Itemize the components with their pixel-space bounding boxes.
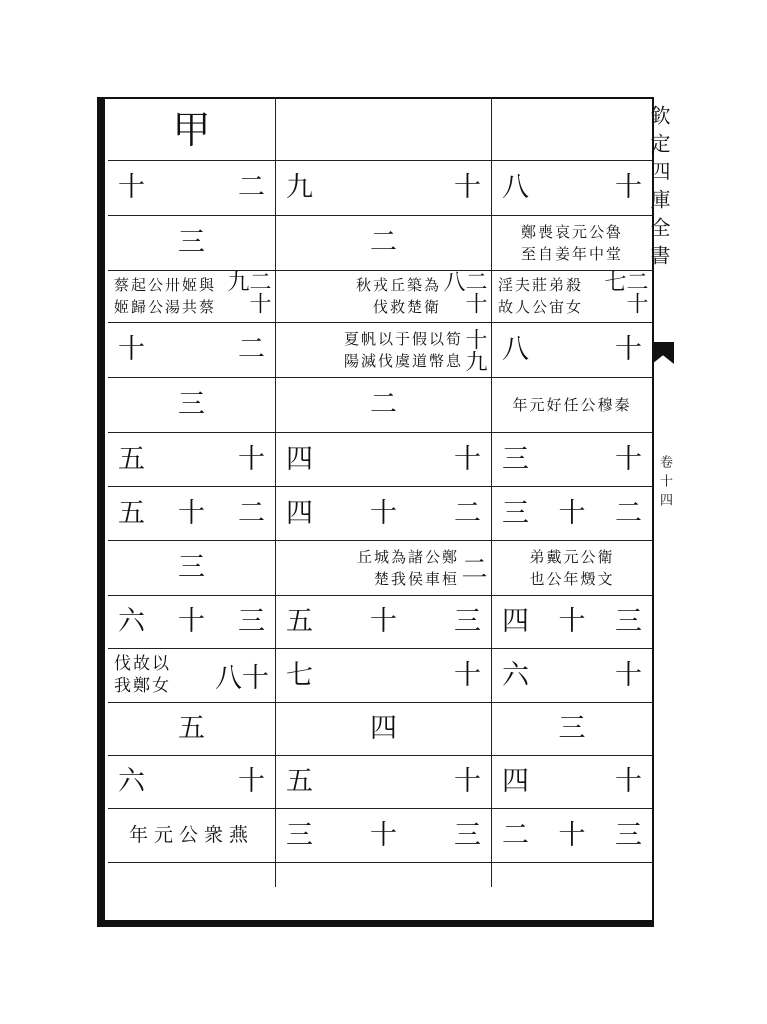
annotation-number: 二十九 [224, 270, 271, 314]
cell-char: 七 [286, 659, 313, 691]
cell-char: 十 [615, 172, 642, 203]
cell-char: 二 [238, 172, 265, 203]
annotation-cell [492, 215, 652, 270]
annotation-cell [276, 540, 491, 595]
annotation-text: 年元好任公穆秦 [512, 395, 632, 414]
cell-char: 三 [178, 552, 205, 583]
cell-char: 五 [286, 606, 313, 637]
annotation-cell [492, 540, 652, 595]
cell-char: 二 [370, 389, 397, 420]
cell-char: 二 [238, 334, 265, 365]
table-cell [492, 322, 652, 377]
table-cell [108, 540, 275, 595]
annotation-cell [276, 322, 491, 377]
table-cell [108, 322, 275, 377]
table-cell [276, 648, 491, 702]
cell-char: 三 [454, 606, 481, 637]
table-cell [492, 486, 652, 540]
annotation-text: 淫夫莊弟殺 故人公宙女 [498, 276, 584, 316]
table-cell [276, 432, 491, 486]
annotation-number: 二 [457, 554, 487, 581]
table-cell [492, 755, 652, 808]
annotation-number: 十九 [462, 327, 487, 372]
cell-char: 八 [502, 172, 529, 203]
cell-char: 十 [615, 334, 642, 365]
header-label: 甲 [172, 108, 211, 152]
annotation-cell [276, 270, 491, 322]
annotation-cell [492, 377, 652, 432]
row-divider [108, 862, 652, 863]
volume-label: 卷十四 [657, 455, 672, 512]
annotation-cell [108, 270, 275, 322]
cell-char: 二 [370, 227, 397, 258]
cell-char: 二 [454, 497, 481, 529]
cell-char: 三 [502, 497, 529, 529]
annotation-text: 秋戎丘築為 伐救楚衛 [355, 276, 441, 316]
cell-char: 五 [118, 497, 145, 529]
cell-char: 十 [454, 766, 481, 797]
annotation-cell [492, 270, 652, 322]
table-cell [108, 595, 275, 648]
annotation-cell [108, 808, 275, 862]
cell-char: 五 [118, 443, 145, 475]
header-cell [108, 100, 275, 160]
cell-char: 四 [502, 766, 529, 797]
table-cell [108, 160, 275, 215]
annotation-number: 二十八 [440, 270, 487, 314]
cell-char: 十 [178, 606, 205, 637]
annotation-text: 年元公衆燕 [128, 824, 254, 846]
cell-char: 九 [286, 172, 313, 203]
table-cell [492, 432, 652, 486]
cell-char: 四 [286, 443, 313, 475]
table-cell [108, 486, 275, 540]
cell-char: 二 [502, 819, 529, 851]
cell-char: 十 [558, 606, 586, 637]
annotation-text: 夏帆以于假以筍 陽滅伐虞道幣息 [343, 329, 463, 370]
table-cell [492, 160, 652, 215]
cell-char: 五 [178, 713, 205, 744]
cell-char: 十 [558, 819, 586, 851]
table-cell [276, 595, 491, 648]
table-cell [276, 755, 491, 808]
annotation-text: 丘城為諸公鄭 楚我侯車桓 [356, 547, 459, 588]
book-title: 欽定四庫全書 [647, 105, 671, 273]
cell-char: 十 [454, 443, 481, 475]
table-cell [108, 432, 275, 486]
cell-char: 十 [370, 606, 397, 637]
table-cell [276, 702, 491, 755]
cell-char: 八 [502, 334, 529, 365]
annotation-number: 八十 [215, 662, 269, 694]
cell-char: 三 [615, 606, 642, 637]
cell-char: 三 [615, 819, 642, 851]
cell-char: 十 [118, 172, 145, 203]
cell-char: 十 [238, 443, 265, 475]
table-cell [108, 215, 275, 270]
cell-char: 十 [615, 766, 642, 797]
cell-char: 十 [615, 659, 642, 691]
cell-char: 三 [238, 606, 265, 637]
cell-char: 三 [502, 443, 529, 475]
cell-char: 三 [178, 389, 205, 420]
annotation-text: 蔡起公卅姬與 姬歸公湯共蔡 [114, 276, 217, 316]
table-cell [276, 808, 491, 862]
table-cell [492, 595, 652, 648]
cell-char: 三 [178, 227, 205, 258]
cell-char: 六 [502, 659, 529, 691]
table-cell [276, 377, 491, 432]
annotation-text: 弟戴元公衛 也公年燬文 [529, 547, 615, 588]
table-cell [492, 808, 652, 862]
annotation-text: 鄭喪哀元公魯 至自姜年中堂 [520, 222, 623, 263]
cell-char: 三 [286, 819, 313, 851]
table-cell [276, 215, 491, 270]
table-cell [108, 755, 275, 808]
cell-char: 十 [615, 443, 642, 475]
table-cell [276, 160, 491, 215]
cell-char: 五 [286, 766, 313, 797]
cell-char: 十 [454, 172, 481, 203]
cell-char: 十 [454, 659, 481, 691]
cell-char: 十 [558, 497, 586, 529]
cell-char: 十 [178, 497, 205, 529]
table-cell [108, 702, 275, 755]
cell-char: 六 [118, 766, 145, 797]
cell-char: 十 [370, 819, 397, 851]
cell-char: 六 [118, 606, 145, 637]
annotation-text: 伐故以 我鄭女 [114, 654, 171, 696]
cell-char: 三 [558, 713, 586, 744]
cell-char: 四 [286, 497, 313, 529]
annotation-number: 二十七 [601, 270, 648, 314]
cell-char: 十 [370, 497, 397, 529]
table-cell [108, 377, 275, 432]
table-cell [492, 702, 652, 755]
cell-char: 二 [238, 497, 265, 529]
cell-char: 二 [615, 497, 642, 529]
table-cell [492, 648, 652, 702]
cell-char: 十 [118, 334, 145, 365]
cell-char: 十 [238, 766, 265, 797]
cell-char: 三 [454, 819, 481, 851]
table-cell [276, 486, 491, 540]
cell-char: 四 [502, 606, 529, 637]
cell-char: 四 [370, 713, 397, 744]
annotation-cell [108, 648, 275, 702]
